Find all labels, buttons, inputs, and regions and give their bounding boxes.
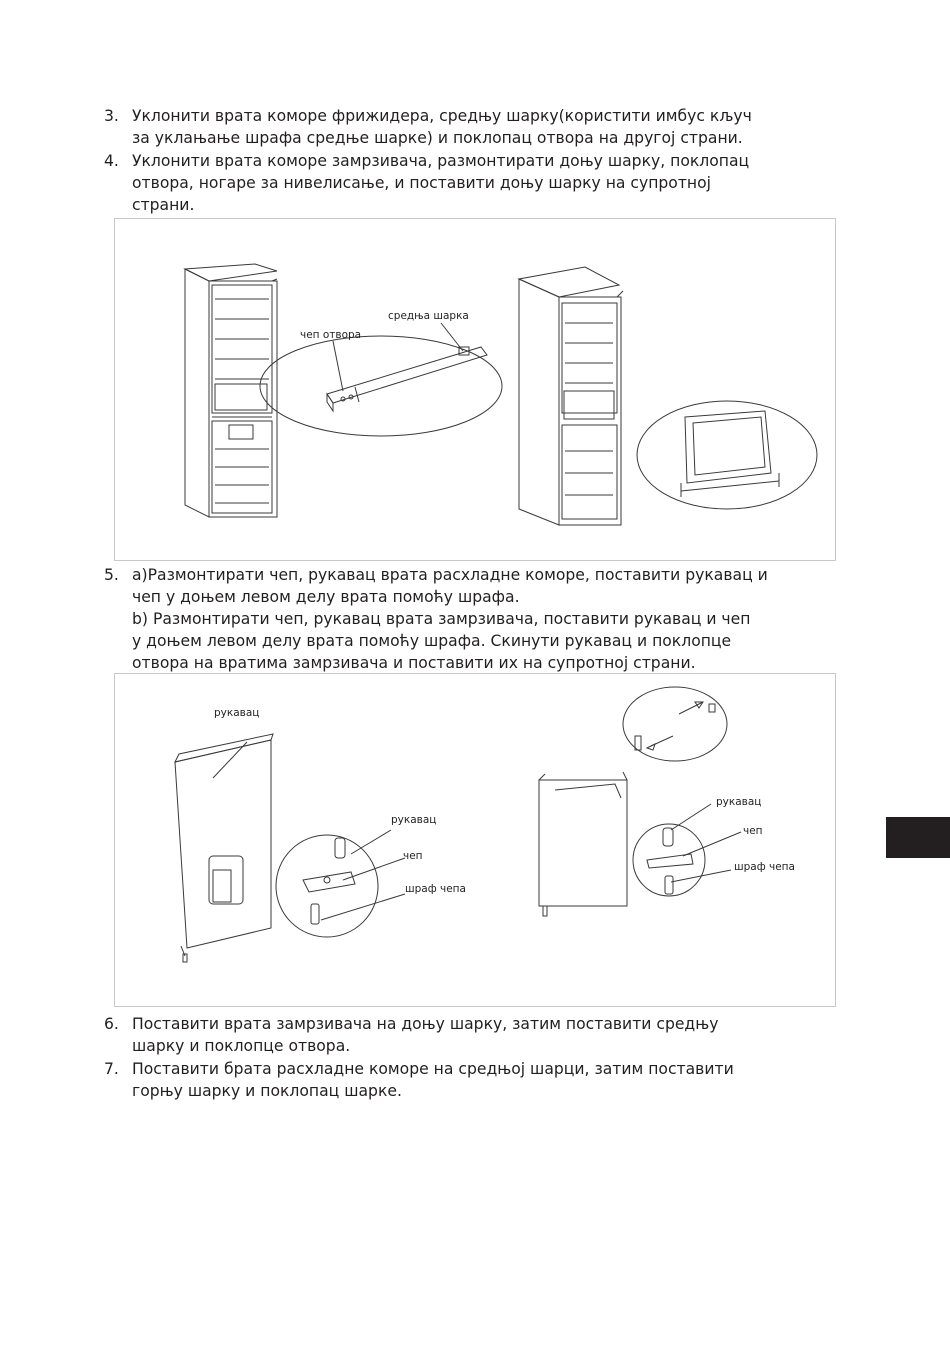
label-sleeve-right: рукавац [716, 796, 762, 808]
step-number: 6. [104, 1015, 119, 1033]
label-screw-detail: шраф чепа [405, 883, 466, 895]
step-text-line: Поставити врата замрзивача на доњу шарку, затим поставити средњу [132, 1015, 719, 1033]
step-text-line: у доњем левом делу врата помоћу шрафа. Скинути рукавац и поклопце [132, 632, 732, 650]
step-number: 4. [104, 152, 119, 170]
label-middle-hinge: средња шарка [388, 310, 469, 322]
label-sleeve-top: рукавац [214, 707, 260, 719]
step-7 [104, 1058, 849, 1102]
step-text-line: за уклањање шрафа средње шарке) и поклопац отвора на другој страни. [132, 129, 743, 147]
step-text-line: чеп у доњем левом делу врата помоћу шрафа. [132, 588, 520, 606]
label-cap-right: чеп [743, 825, 763, 837]
label-cap: чеп отвора [300, 329, 362, 341]
label-cap-detail: чеп [403, 850, 423, 862]
step-5 [104, 564, 849, 674]
label-sleeve-detail: рукавац [391, 814, 437, 826]
step-text-line: страни. [132, 196, 195, 214]
step-text-line: b) Размонтирати чеп, рукавац врата замрзивача, поставити рукавац и чеп [132, 610, 751, 628]
step-number: 5. [104, 566, 119, 584]
step-text-line: Уклонити врата коморе замрзивача, размонтирати доњу шарку, поклопац [132, 152, 750, 170]
figure-door-sleeve [114, 673, 836, 1007]
step-text-line: отвора на вратима замрзивача и поставити их на супротној страни. [132, 654, 696, 672]
step-3 [104, 105, 849, 149]
step-text-line: отвора, ногаре за нивелисање, и поставити доњу шарку на супротној [132, 174, 712, 192]
figure-hinge-removal-drawing [115, 219, 837, 562]
step-number: 3. [104, 107, 119, 125]
step-4 [104, 150, 849, 216]
figure-door-sleeve-drawing [115, 674, 837, 1008]
section-tab-marker [886, 817, 950, 858]
step-text-line: шарку и поклопце отвора. [132, 1037, 351, 1055]
step-text-line: Поставити брата расхладне коморе на средњој шарци, затим поставити [132, 1060, 734, 1078]
step-text-line: a)Размонтирати чеп, рукавац врата расхладне коморе, поставити рукавац и [132, 566, 768, 584]
step-text-line: горњу шарку и поклопац шарке. [132, 1082, 402, 1100]
label-screw-right: шраф чепа [734, 861, 795, 873]
step-6 [104, 1013, 849, 1057]
step-text-line: Уклонити врата коморе фрижидера, средњу шарку(користити имбус кључ [132, 107, 752, 125]
figure-hinge-removal [114, 218, 836, 561]
step-number: 7. [104, 1060, 119, 1078]
